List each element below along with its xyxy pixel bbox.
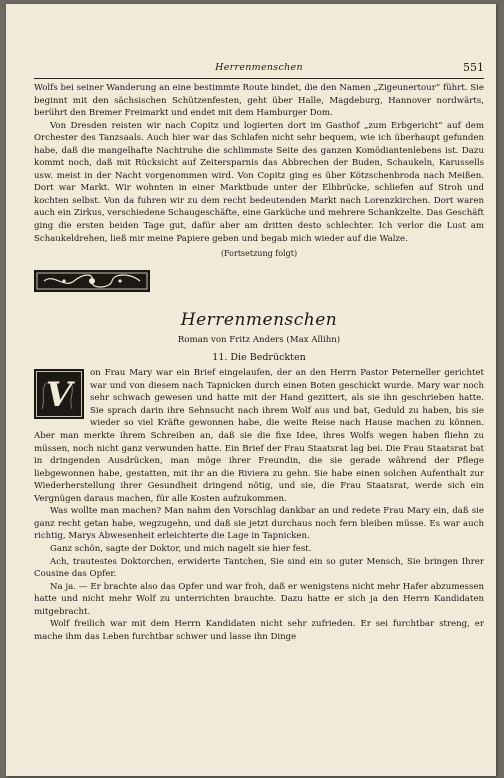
novel-paragraph: Was wollte man machen? Man nahm den Vorschlag dankbar an und redete Frau Mary ein, daß sie ganz recht getan habe, wegzugehn, und daß sie jetzt durchaus noch fern bleiben müsse. Es war auch richtig, Marys Abwesenheit erleichterte die Lage in Tapnicken.: [34, 506, 484, 542]
page-content: [34, 82, 484, 643]
chapter-heading: 11. Die Bedrückten: [212, 351, 306, 363]
dropcap-ornament-icon: [34, 369, 84, 419]
book-page: [6, 4, 496, 776]
ornament-divider: [34, 270, 150, 292]
novel-paragraph: Ganz schön, sagte der Doktor, und mich nagelt sie hier fest.: [50, 543, 312, 554]
page-number: 551: [463, 61, 484, 74]
dropcap: [34, 369, 84, 419]
novel-paragraph: Ach, trautestes Doktorchen, erwiderte Tantchen, Sie sind ein so guter Mensch, Sie bringen Ihrer Cousine das Opfer.: [34, 556, 484, 580]
continued-note: (Fortsetzung folgt): [220, 249, 298, 259]
prev-article-paragraph: Wolfs bei seiner Wanderung an eine bestimmte Route bindet, die den Namen „Zigeunertour“ führt. Sie beginnt mit den sächsischen Schützenfesten, geht über Halle, Magdeburg, Hannover nordwärts, berührt den Bremer Freimarkt und endet mit dem Hamburger Dom.: [34, 83, 484, 119]
novel-paragraph: Na ja. — Er brachte also das Opfer und war froh, daß er wenigstens nicht mehr Hafer abzumessen hatte und nicht mehr Wolf zu unterrichten brauchte. Dazu hatte er sich ja den Herrn Kandidaten mitgebracht.: [34, 581, 484, 617]
novel-byline: Roman von Fritz Anders (Max Allihn): [177, 335, 341, 346]
novel-title: Herrenmenschen: [180, 310, 338, 331]
running-title: Herrenmenschen: [215, 62, 303, 73]
svg-text:V: V: [45, 375, 73, 416]
novel-paragraph: Wolf freilich war mit dem Herrn Kandidaten nicht sehr zufrieden. Er sei furchtbar streng, er mache ihm das Leben furchtbar schwer und lasse ihn Dinge: [34, 619, 484, 642]
novel-paragraph: on Frau Mary war ein Brief eingelaufen, der an den Herrn Pastor Peterneller gerichtet war und von diesem nach Tapnicken durch einen Boten geschickt wurde. Mary war noch sehr schwach gewesen und hatte mit der Hand gezittert, als sie ihn geschrieben hatte. Sie sprach darin ihre Sehnsucht nach ihrem Wolf aus und bat, Geduld zu haben, bis sie wieder so viel Kräfte gewonnen habe, die weite Reise nach Hause machen zu können. Aber man merkte ihrem Schreiben an, daß sie die fixe Idee, ihres Wolfs wegen haben fliehn zu müssen, noch nicht ganz verwunden hatte. Ein Brief der Frau Staatsrat lag bei. Die Frau Staatsrat bat in dringenden Ausdrücken, man möge ihrer Freundin, die sie gerade während der Pflege liebgewonnen habe, gestatten, mit ihr an die Riviera zu gehn. Sie habe einen solchen Aufenthalt zur Wiederherstellung ihrer Gesundheit dringend nötig, und sie, die Frau Staatsrat, werde sich ein Vergnügen daraus machen, für alle Kosten aufzukommen.: [34, 368, 484, 504]
prev-article-paragraph: Von Dresden reisten wir nach Copitz und logierten dort im Gasthof „zum Erbgericht“ auf dem Orchester des Tanzsaals. Auch hier war das Schlafen nicht sehr bequem, wie ich überhaupt gefunden habe, daß die mangelhafte Nachtruhe die schlimmste Seite des ganzen Komödiantenlebens ist. Dazu kommt noch, daß mit Rücksicht auf Zeitersparnis das Abbrechen der Buden, Schaukeln, Karussells usw. meist in der Nacht vorgenommen wird. Von Copitz ging es über Kötzschenbroda nach Meißen. Dort war Markt. Wir wohnten in einer Marktbude unter der Elbbrücke, schliefen auf Stroh und kochten selbst. Von da fuhren wir zu dem recht bedeutenden Markt nach Lorenzkirchen. Dort waren auch ein Zirkus, verschiedene Schaugeschäfte, eine Garküche und mehrere Schankzelte. Das Geschäft ging die ersten beiden Tage gut, dafür aber am dritten desto schlechter. Ich verlor die Lust am Schaukeldrehen, ließ mir meine Papiere geben und begab mich wieder auf die Walze.: [34, 120, 484, 244]
page-header: [34, 62, 484, 79]
